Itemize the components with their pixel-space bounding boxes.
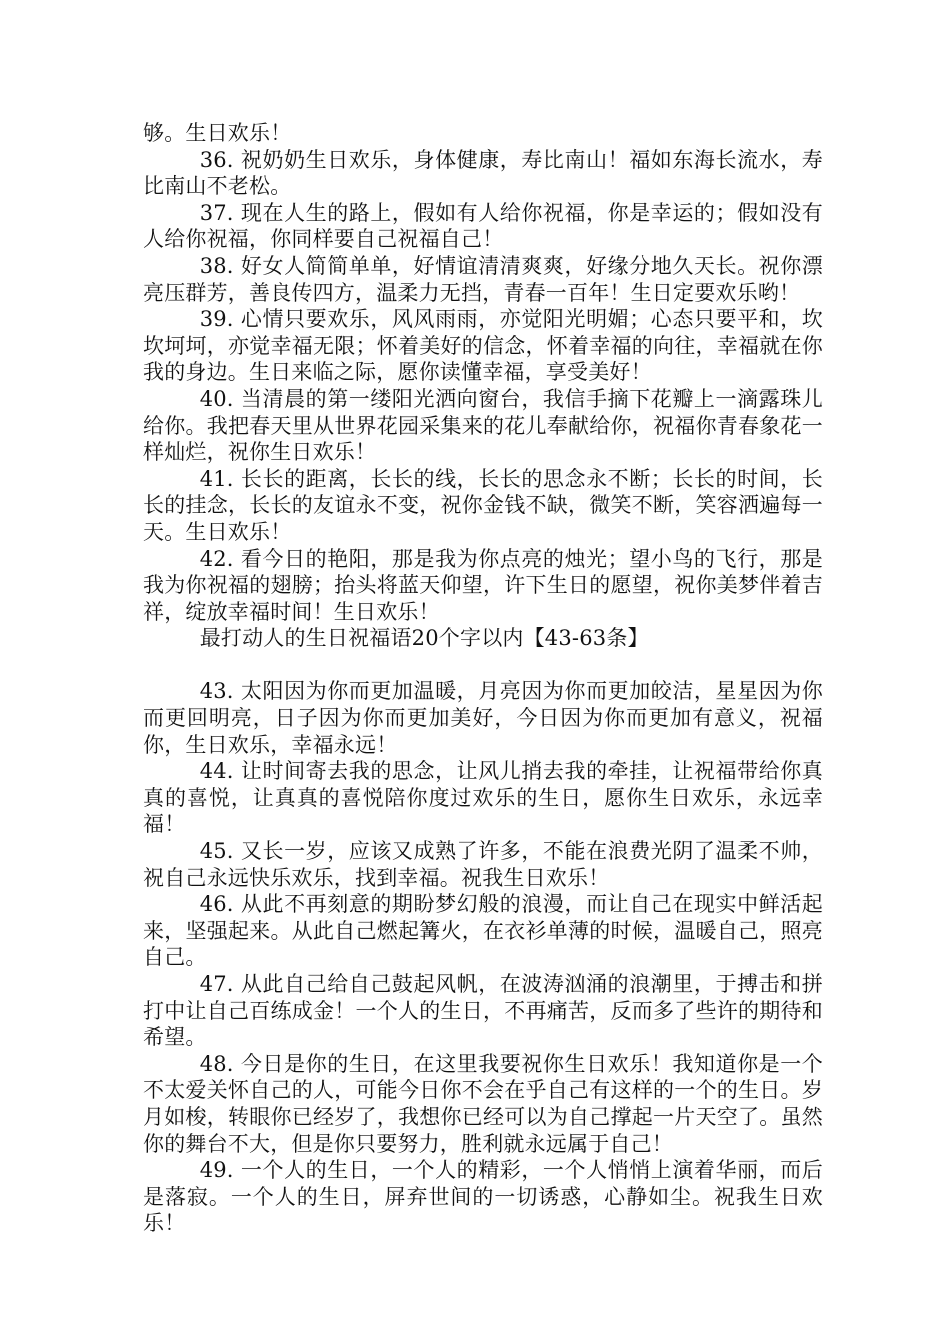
list-item-42: 42. 看今日的艳阳，那是我为你点亮的烛光；望小鸟的飞行，那是我为你祝福的翅膀；抬头将蓝天仰望，许下生日的愿望，祝你美梦伴着吉祥，绽放幸福时间！生日欢乐！ (143, 546, 823, 624)
list-item-40: 40. 当清晨的第一缕阳光洒向窗台，我信手摘下花瓣上一滴露珠儿给你。我把春天里从世界花园采集来的花儿奉献给你，祝福你青春象花一样灿烂，祝你生日欢乐！ (143, 386, 823, 465)
list-item-39: 39. 心情只要欢乐，风风雨雨，亦觉阳光明媚；心态只要平和，坎坎坷坷，亦觉幸福无限；怀着美好的信念，怀着幸福的向往，幸福就在你我的身边。生日来临之际，愿你读懂幸福，享受美好！ (143, 307, 823, 385)
list-item-47: 47. 从此自己给自己鼓起风帆，在波涛汹涌的浪潮里，于搏击和拼打中让自己百练成金！一个人的生日，不再痛苦，反而多了些许的期待和希望。 (143, 972, 823, 1050)
continuation-text: 够。生日欢乐！ (143, 121, 292, 145)
list-item-46: 46. 从此不再刻意的期盼梦幻般的浪漫，而让自己在现实中鲜活起来，坚强起来。从此自己燃起篝火，在衣衫单薄的时候，温暖自己，照亮自己。 (143, 892, 823, 970)
list-item-49: 49. 一个人的生日，一个人的精彩，一个人悄悄上演着华丽，而后是落寂。一个人的生日，屏弃世间的一切诱惑，心静如尘。祝我生日欢乐！ (143, 1158, 823, 1236)
list-item-38: 38. 好女人简简单单，好情谊清清爽爽，好缘分地久天长。祝你漂亮压群芳，善良传四方，温柔力无挡，青春一百年！生日定要欢乐哟！ (143, 253, 823, 305)
list-item-44: 44. 让时间寄去我的思念，让风儿捎去我的牵挂，让祝福带给你真真的喜悦，让真真的喜悦陪你度过欢乐的生日，愿你生日欢乐，永远幸福！ (143, 759, 823, 837)
section-heading: 最打动人的生日祝福语20个字以内【43-63条】 (199, 626, 649, 651)
list-item-37: 37. 现在人生的路上，假如有人给你祝福，你是幸运的；假如没有人给你祝福，你同样要自己祝福自己！ (143, 200, 823, 252)
list-item-45: 45. 又长一岁，应该又成熟了许多，不能在浪费光阴了温柔不帅，祝自己永远快乐欢乐，找到幸福。祝我生日欢乐！ (143, 839, 823, 890)
list-item-36: 36. 祝奶奶生日欢乐，身体健康，寿比南山！福如东海长流水，寿比南山不老松。 (143, 147, 823, 199)
document-page (143, 120, 823, 1237)
list-item-48: 48. 今日是你的生日，在这里我要祝你生日欢乐！我知道你是一个不太爱关怀自己的人，可能今日你不会在乎自己有这样的一个的生日。岁月如梭，转眼你已经岁了，我想你已经可以为自己撑起一片天空了。虽然你的舞台不大，但是你只要努力，胜利就永远属于自己！ (143, 1051, 823, 1156)
list-item-41: 41. 长长的距离，长长的线，长长的思念永不断；长长的时间，长长的挂念，长长的友谊永不变，祝你金钱不缺，微笑不断，笑容洒遍每一天。生日欢乐！ (143, 466, 823, 544)
list-item-43: 43. 太阳因为你而更加温暖，月亮因为你而更加皎洁，星星因为你而更回明亮，日子因为你而更加美好，今日因为你而更加有意义，祝福你，生日欢乐，幸福永远！ (143, 679, 823, 757)
